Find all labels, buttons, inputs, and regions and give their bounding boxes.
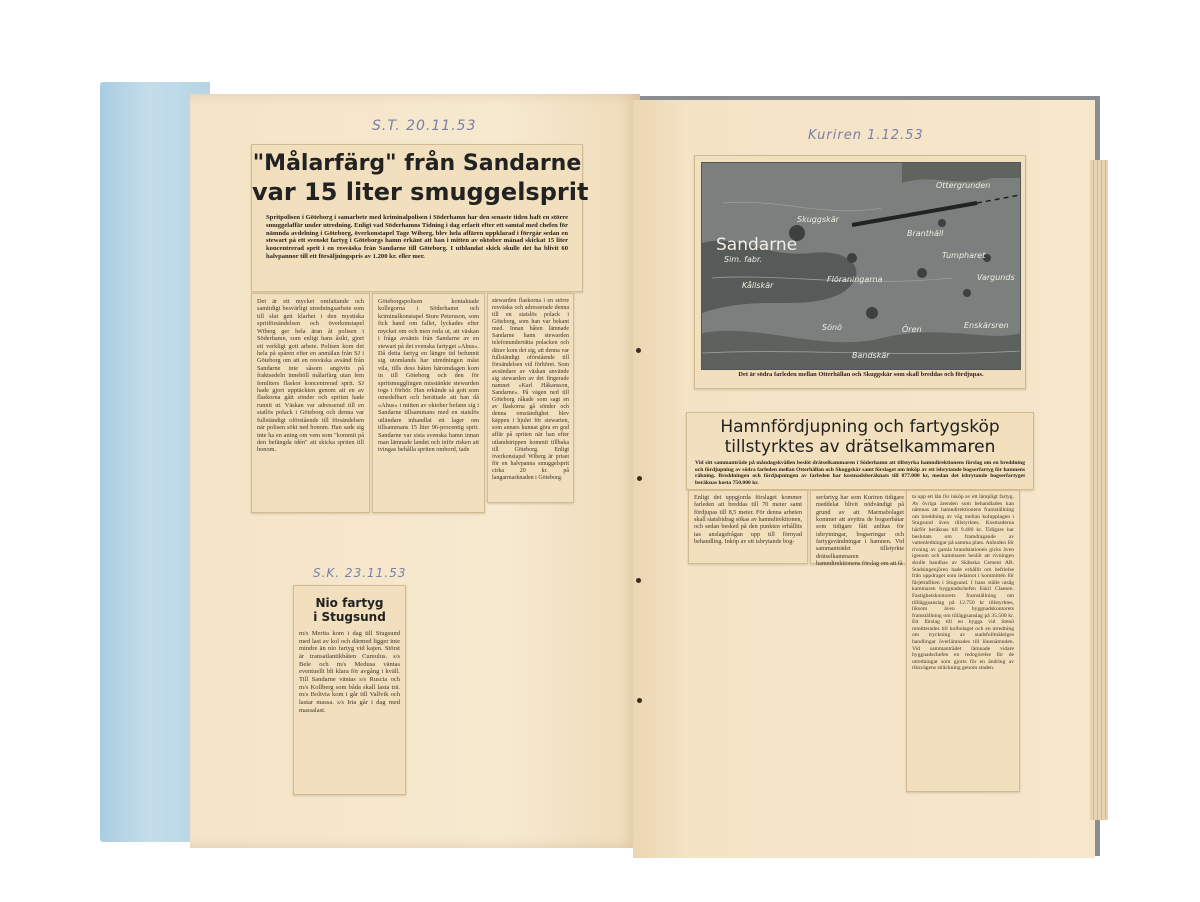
clipping-smuggling-col3: [487, 293, 574, 503]
map-label: Sim. fabr.: [724, 255, 763, 264]
binding-hole: [637, 698, 642, 703]
clipping-harbor-headline: [686, 412, 1034, 490]
binding-hole: [636, 348, 641, 353]
map-label: Ottergrunden: [936, 181, 991, 190]
clipping-harbor-col1: [688, 490, 808, 564]
clipping-map: [694, 155, 1026, 389]
article-lead: Spritpolisen i Göteborg i samarbete med kriminalpolisen i Söderhamn har den senaste tiden haft en större smuggelaffär under utredning. Enligt vad Söderhamns Tidning i dag erfarit efter ett samtal med chefen för nämnda avdelning i Göteborg, överkonstapel Tage Wiberg, blev hela affären uppklarad i förrgår sedan en stewart på ett svenskt fartyg i Göteborgs hamn erkänt att han i mitten av oktober månad skickat 15 liter koncentrerad sprit i en resväska från Sandarne till Göteborg. I utblandat skick skulle det ha blivit 60 halvpannor till ett försäljningspris av 1.200 kr. eller mer.: [266, 214, 568, 260]
binding-hole: [637, 476, 642, 481]
page-edges: [1090, 160, 1108, 820]
headline: i Stugsund: [313, 610, 386, 624]
clipping-smuggling-col1: [251, 293, 370, 513]
clipping-smuggling-headline: [251, 144, 589, 292]
handwritten-date: S.T. 20.11.53: [372, 118, 477, 134]
clipping-harbor-col2: [810, 490, 910, 567]
map-label: Vargunds: [977, 273, 1015, 282]
headline: Nio fartyg: [315, 596, 384, 610]
map-label: Branthäll: [907, 229, 944, 238]
map-label: Skuggskär: [797, 215, 839, 224]
article-lead: Vid sitt sammanträde på måndagskvällen beslöt drätselkammaren i Söderhamn att tillstyrka hamndirektionens förslag om en breddning och fördjupning av södra farleden mellan Otterhällan och Skuggskär samt förslaget om inköp av ett isbrytande bogserfartyg för hamnens räkning. Breddningen och fördjupningen av farleden har kostnadsberäknats till 877.000 kr, medan det isbrytande bogserfartyget beräknas kosta 750.000 kr.: [695, 460, 1025, 486]
headline: Hamnfördjupning och fartygsköp: [720, 417, 1000, 437]
map-drawing: [702, 163, 1020, 369]
article-column: Göteborgspolisen kontaktade kollegorna i Söderhamn och kriminalkonstapel Sture Petersson, som fick hand om fallet, lyckades efter mycket om och men reda ut, att väskan i fråga avsänts från Sandarne av en stewart på det svenska fartyget »Ahus». Då detta fartyg en längre tid befunnit sig utomlands har utredningen måst vila, tills dess båten häromdagen kom in till Göteborg och den för spritsmugglingen misstänkte stewarden togs i förhör. Han erkände så gott som omedelbart och berättade att han då »Ahus» i mitten av oktober befann sig i Sandarne tillsammans med en statslös utländare inhandlat ett lager om tillsammans 15 liter 96-procentig sprit. Sandarne var sista svenska hamn innan man lämnade landet och inför risken att tvingas behålla spriten ombord, tade: [378, 298, 479, 454]
handwritten-date: Kuriren 1.12.53: [808, 128, 924, 143]
map-label: Flöraningarna: [827, 275, 883, 284]
map-label: Enskärsren: [964, 321, 1009, 330]
map-caption: Det är södra farleden mellan Otterhällan och Skuggskär som skall breddas och fördjupas.: [738, 371, 984, 378]
article-column: serfartyg har som Kuriren tidigare meddelat blivit nödvändigt på grund av att Marmabolaget kommer att avyttra de bogserbåtar som tidigare fått anlitas för isbrytningar, bogseringar och fartygsvändningar i hamnen. Vid sammanträdet tillstyrkte drätselkammaren hamndirektionens förslag om att få: [816, 494, 904, 567]
map-label: Sönö: [822, 323, 842, 332]
map-label: Kållskär: [742, 281, 774, 290]
binding-hole: [636, 578, 641, 583]
clipping-ships: [293, 585, 406, 795]
headline: "Målarfärg" från Sandarne: [252, 151, 582, 176]
article-column: ta upp ett lån för inköp av ett lämpligt fartyg. Av övriga ärenden som behandlades kan nämnas att hamndirektionens framställning om breddning av väg mellan kolupplagen i Stugsund även tillstyrktes. Kostnaderna härför beräknas till 9.400 kr. Tidigare har beslutats om framdragande av vattenledningar på samma plats. Anbuden för rivning av gamla brandstationen gicks även igenom och kammaren beslöt att rivningen skulle handhas av Skånska Cement AB. Stadsingenjören hade erhållit om befrielse från uppdraget som ledamot i kommittén för färjetrafiken i Stugsund. I hans ställe utsåg kammaren byggnadschefen Eskil Claesen. Fastighetskontorets framställning om tillläggsanslag på 12.750 kr tillstyrktes, liksom även byggnadskontorets framställning om tilläggsanslag på 35.500 kr. Ett förslag till en bygga vid Stenö remitterades till kolbolaget och en utredning om tryckning av stadsfullmäktiges handlingar överlämnades till lönenämnden. Vid sammanträdet lämnade vidare byggnadschefen en redogörelse för de utredningar som gjorts för en ändring av riksvägens sträckning genom staden.: [912, 494, 1014, 672]
clipping-harbor-col3: [906, 490, 1020, 792]
map-label: Bandskär: [852, 351, 890, 360]
article-column: Det är ett mycket omfattande och samtidigt besvärligt utredningsarbete som till slut gett klarhet i den mystiska spritförsändelsen och överkonstapel Wiberg ger hela äran åt polisen i Söderhamn, som enligt hans åsikt, gjort ett verkligt gott arbete. Polisen kom det hela på spåren efter en anmälan från SJ i Göteborg om att en resväska avsänd från Sandarne inte såsom angivits på fraktsedeln innehöll målarfärg utan fem femliters flaskor koncentrerad sprit. SJ hade gjort upptäckten genom att en av flaskorna gått sönder och spriten hade runnit ut. Väskan var adresserad till en statlös polack i Göteborg och denna var fullständigt oförstående till försändelsen när polisen sökt ned honom. Han sade sig inte ha en aning om vem som "kommit på den befängda idén" att skicka spriten till honom.: [257, 298, 364, 454]
handwritten-date: S.K. 23.11.53: [313, 566, 407, 580]
article-column: Enligt det uppgjorda förslaget kommer farleden att breddas till 70 meter samt fördjupas till 8,5 meter. För denna arbeten skall statsbidrag sökas av hamndirektionen, och sedan besked på den punkten erhållits tas anslagsfrågan upp till förnyad behandling. Inköp av ett isbrytande bog-: [694, 494, 802, 545]
map-label: Sandarne: [716, 235, 798, 255]
headline: var 15 liter smuggelsprit: [252, 178, 589, 206]
clipping-smuggling-col2: [372, 293, 485, 513]
map-label: Ören: [902, 325, 922, 334]
article-column: stewarden flaskorna i en större resväska och adresserade denna till en statslös polack i Göteborg, som han var bekant med. Innan båten lämnade Sandarne hann stewarden telefonunderrätta polacken och därav kom det sig, att denna var fullständigt oförstående till försändelsen vid förhöret. Som avsändare av väskan använde sig stewarden av det fingerade namnet »Karl Håkansson, Sandarne». På vägen ned till Göteborg råkade som sagt en av flaskorna gå sönder och denna omständighet blev käppen i hjulet för stewarten, som annars kunnat göra en god affär på spriten när han efter utlandstrippen kommit tillbaka till Göteborg. Enligt överkonstapel Wiberg är priset för en halvpanna smuggelsprit cirka 20 kr. på langarmarknaden i Göteborg.: [492, 298, 569, 481]
nautical-map: [701, 162, 1021, 370]
headline: tillstyrktes av drätselkammaren: [724, 437, 996, 457]
article-body: m/s Merita kom i dag till Stugsund med last av kol och därmed ligger inte mindre än nio fartyg vid kajen. Störst är transatlantikbåten Cumulus. s/s Bele och m/s Medusa väntas eventuellt bli klara för avgång i kväll. Till Sandarne väntas s/s Ruscia och m/s Kollberg som båda skall lasta trä. m/s Bolivia kom i går till Vallvik och lastar massa. s/s Iria går i dag med massalast.: [299, 630, 400, 714]
map-label: Tumpharet: [942, 251, 986, 260]
